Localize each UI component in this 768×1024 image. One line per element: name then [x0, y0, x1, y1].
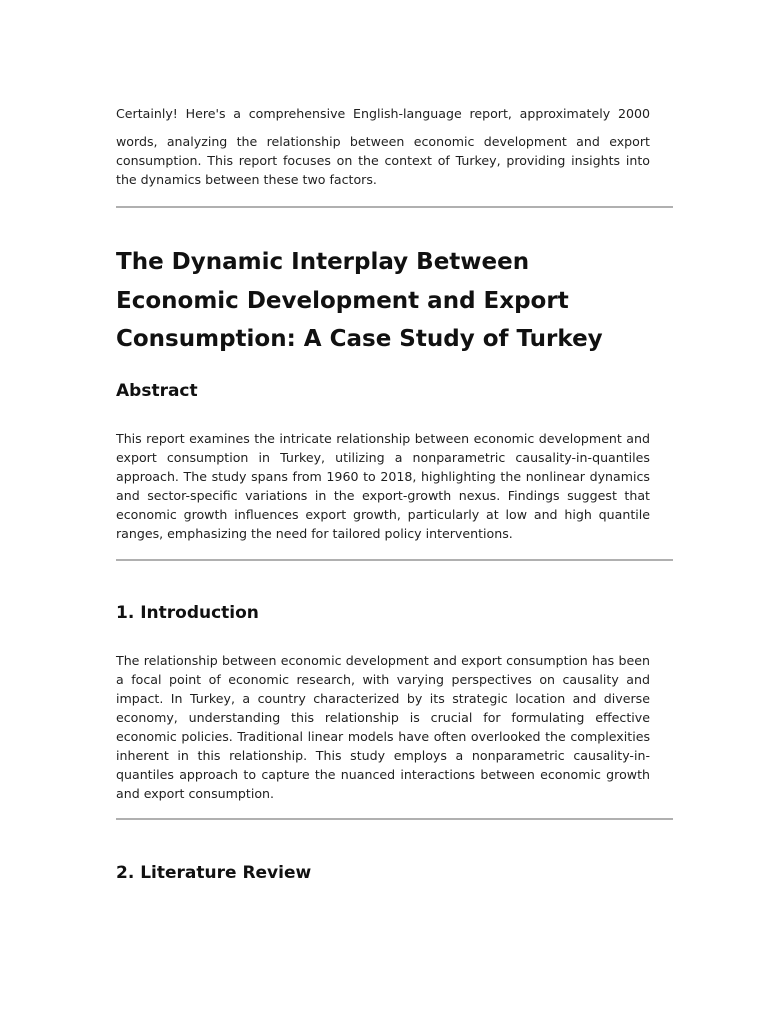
literature-review-heading: 2. Literature Review: [116, 863, 312, 883]
introduction-body: The relationship between economic development and export consumption has been a focal point of economic research, with varying perspectives on causality and impact. In Turkey, a country characterized by its strategic location and diverse economy, understanding this relationship is crucial for formulating effective economic policies. Traditional linear models have often overlooked the complexities inherent in this relationship. This study employs a nonparametric causality-in-quantiles approach to capture the nuanced interactions between economic growth and export consumption.: [116, 653, 650, 801]
abstract-body: This report examines the intricate relationship between economic development and export consumption in Turkey, utilizing a nonparametric causality-in-quantiles approach. The study spans from 1960 to 2018, highlighting the nonlinear dynamics and sector-specific variations in the export-growth nexus. Findings suggest that economic growth influences export growth, particularly at low and high quantile ranges, emphasizing the need for tailored policy interventions.: [116, 431, 650, 541]
horizontal-divider: [116, 559, 673, 561]
introduction-heading: 1. Introduction: [116, 603, 259, 623]
horizontal-divider: [116, 206, 673, 208]
intro-paragraph: words, analyzing the relationship between economic development and export consumption. This report focuses on the context of Turkey, providing insights into the dynamics between these two factors.: [116, 134, 650, 187]
horizontal-divider: [116, 818, 673, 820]
abstract-heading: Abstract: [116, 381, 198, 401]
intro-first-line: Certainly! Here's a comprehensive English-language report, approximately 2000: [116, 106, 650, 121]
report-title: The Dynamic Interplay Between Economic Development and Export Consumption: A Case Study of Turkey: [116, 249, 603, 352]
